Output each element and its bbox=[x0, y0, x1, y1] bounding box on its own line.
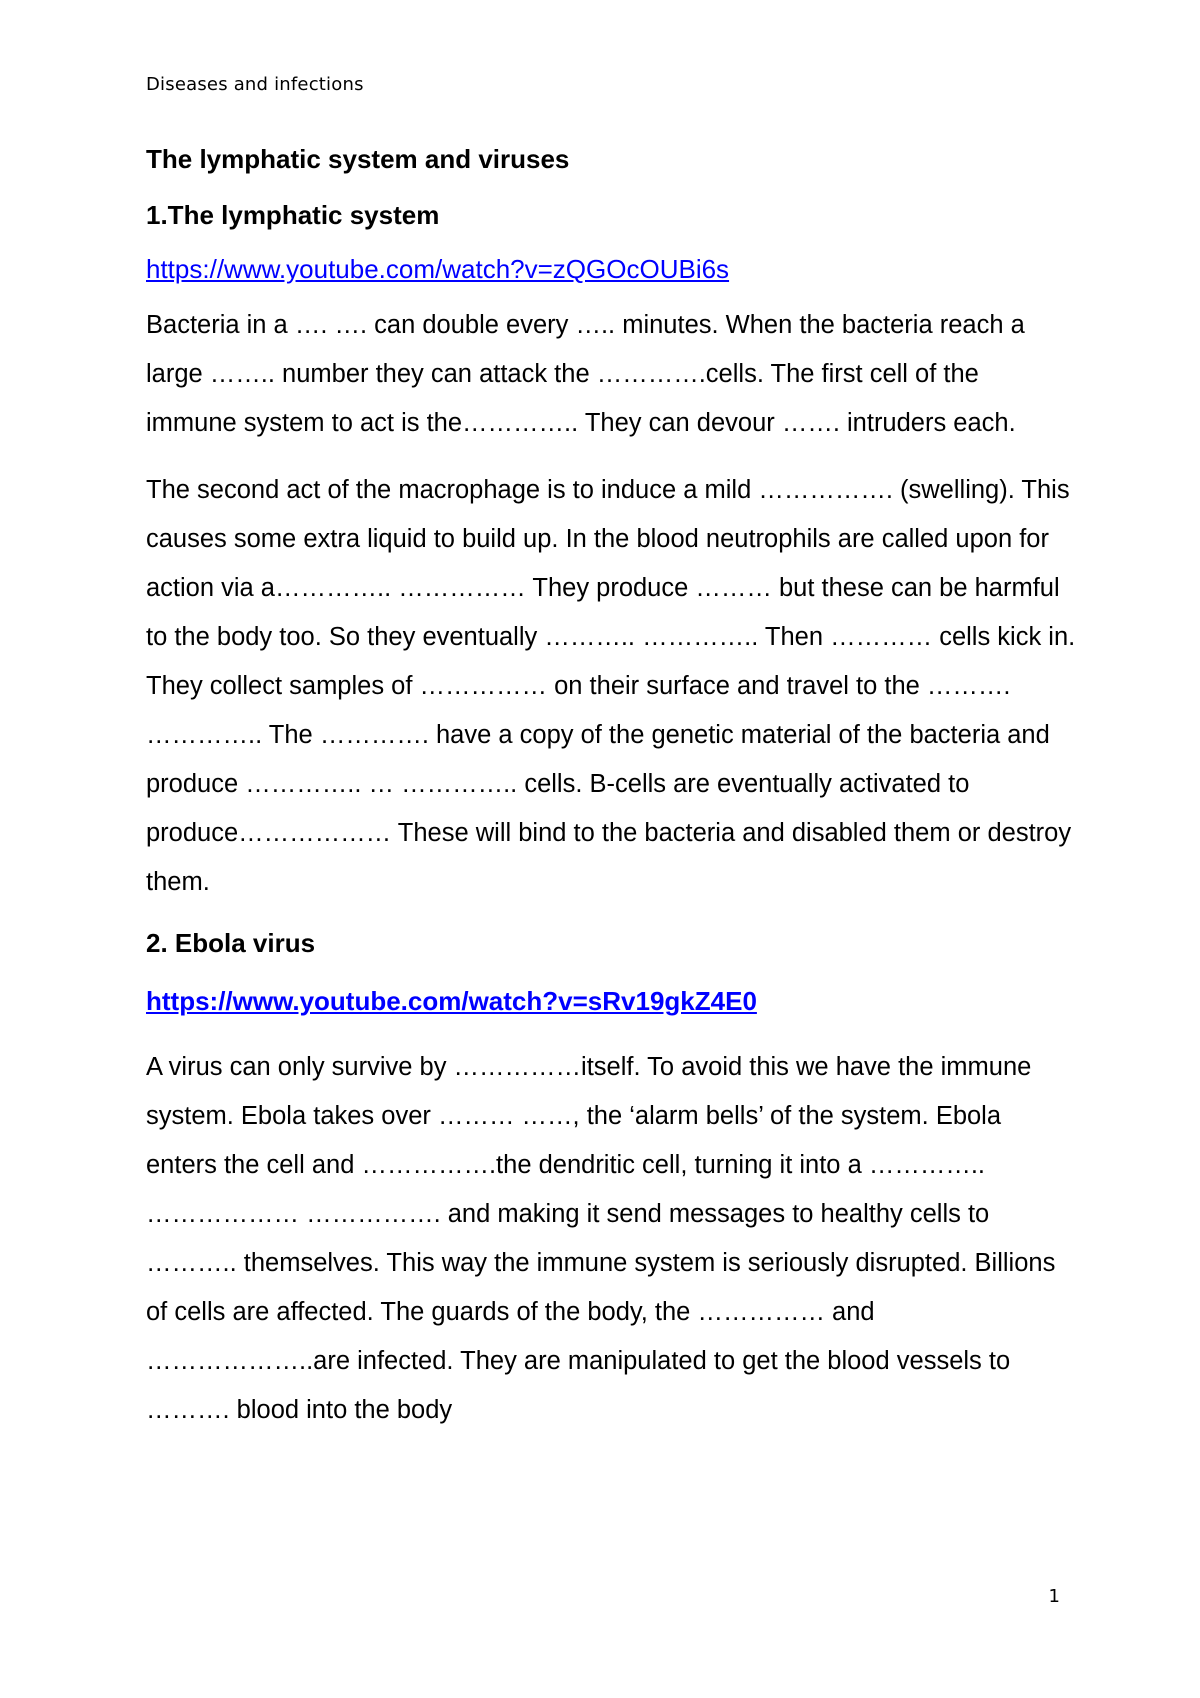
document-title: The lymphatic system and viruses bbox=[146, 144, 570, 174]
document-body bbox=[146, 143, 1076, 1435]
paragraph-ebola-1: A virus can only survive by ……………itself. To avoid this we have the immune system. Ebola takes over ……… ……, the ‘alarm bells’ of the system. Ebola enters the cell and …………….the dendritic cell, turning it into a ………….. ……………… ……………. and making it send messages to healthy cells to ……….. themselves. This way the immune system is seriously disrupted. Billions of cells are affected. The guards of the body, the …………… and ………………..are infected. They are manipulated to get the blood vessels to ………. blood into the body bbox=[146, 1053, 1056, 1424]
page-header: Diseases and infections bbox=[146, 74, 364, 95]
section-heading-lymphatic: 1.The lymphatic system bbox=[146, 200, 440, 230]
video-link-lymphatic[interactable]: https://www.youtube.com/watch?v=zQGOcOUBi6s bbox=[146, 254, 730, 284]
video-link-ebola[interactable]: https://www.youtube.com/watch?v=sRv19gkZ4E0 bbox=[146, 986, 757, 1016]
section-heading-ebola: 2. Ebola virus bbox=[146, 928, 316, 958]
paragraph-lymphatic-1: Bacteria in a …. …. can double every ….. minutes. When the bacteria reach a large …….. number they can attack the ………….cells. The first cell of the immune system to act is the………….. They can devour ……. intruders each. bbox=[146, 311, 1025, 437]
page-number: 1 bbox=[1048, 1586, 1060, 1607]
paragraph-lymphatic-2: The second act of the macrophage is to induce a mild ……………. (swelling). This causes some extra liquid to build up. In the blood neutrophils are called upon for action via a………….. …………… They produce ……… but these can be harmful to the body too. So they eventually ……….. ………….. Then ………… cells kick in. They collect samples of …………… on their surface and travel to the ………. ………….. The …………. have a copy of the genetic material of the bacteria and produce ………….. … ………….. cells. B-cells are eventually activated to produce……………… These will bind to the bacteria and disabled them or destroy them. bbox=[146, 476, 1076, 896]
